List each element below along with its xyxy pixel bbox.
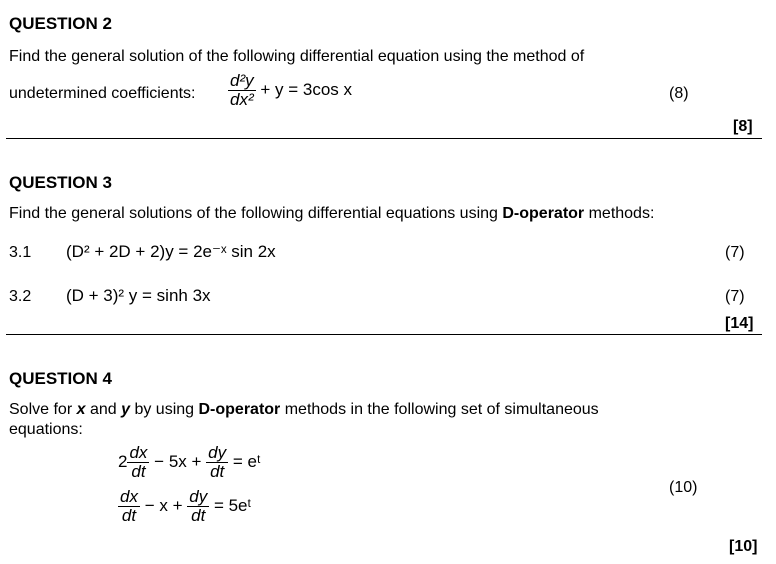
question-3-heading: QUESTION 3 xyxy=(9,173,112,192)
fraction-numerator: dx xyxy=(120,487,138,506)
intro-bold: D-operator xyxy=(198,401,281,418)
fraction-denominator: dx² xyxy=(230,90,254,109)
question-3-1-equation: (D² + 2D + 2)y = 2e⁻ˣ sin 2x xyxy=(66,242,276,261)
section-divider xyxy=(6,334,762,335)
question-3-2-equation: (D + 3)² y = sinh 3x xyxy=(66,286,211,305)
question-4-mark: (10) xyxy=(669,479,698,496)
simultaneous-equation-1 xyxy=(118,444,261,481)
intro-text: and xyxy=(85,401,122,418)
question-2-mark: (8) xyxy=(669,85,689,102)
equation-rhs: = eᵗ xyxy=(232,451,261,471)
question-2-text-line2: undetermined coefficients: xyxy=(9,85,196,102)
derivative-fraction xyxy=(127,444,149,481)
variable-x: x xyxy=(76,401,86,418)
question-2-text-line1: Find the general solution of the following differential equation using the method of xyxy=(9,48,585,65)
section-divider xyxy=(6,138,762,139)
question-4-total: [10] xyxy=(729,538,758,555)
question-4-intro-line1 xyxy=(9,401,599,419)
intro-text: methods: xyxy=(584,205,655,222)
question-3-1-mark: (7) xyxy=(725,244,745,261)
intro-text: methods in the following set of simultaneous xyxy=(280,401,599,418)
second-derivative-fraction xyxy=(228,72,256,109)
fraction-denominator: dt xyxy=(131,462,146,481)
question-2-heading: QUESTION 2 xyxy=(9,14,112,33)
equation-rhs: = 5eᵗ xyxy=(213,495,252,515)
coefficient: 2 xyxy=(118,451,128,471)
fraction-numerator: dy xyxy=(208,443,227,462)
fraction-numerator: dy xyxy=(189,487,208,506)
fraction-numerator: dx xyxy=(129,443,148,462)
equation-rest: + y = 3cos x xyxy=(260,79,353,99)
variable-y: y xyxy=(121,401,130,418)
intro-text: Solve for xyxy=(9,401,77,418)
equation-middle: − x + xyxy=(144,495,183,515)
fraction-denominator: dt xyxy=(210,462,225,481)
derivative-fraction xyxy=(118,488,140,525)
simultaneous-equation-2 xyxy=(118,488,251,525)
intro-bold: D-operator xyxy=(502,205,585,222)
question-3-2-number: 3.2 xyxy=(9,288,32,305)
derivative-fraction xyxy=(206,444,228,481)
question-3-1-number: 3.1 xyxy=(9,244,32,261)
intro-text: Find the general solutions of the following differential equations using xyxy=(9,205,503,222)
question-4-intro-line2: equations: xyxy=(9,421,83,438)
equation-middle: − 5x + xyxy=(154,451,202,471)
fraction-denominator: dt xyxy=(191,506,206,525)
question-3-2-mark: (7) xyxy=(725,288,745,305)
question-3-intro xyxy=(9,205,654,223)
question-2-total: [8] xyxy=(733,118,753,135)
question-4-heading: QUESTION 4 xyxy=(9,369,112,388)
derivative-fraction xyxy=(187,488,209,525)
question-3-total: [14] xyxy=(725,315,754,332)
fraction-denominator: dt xyxy=(121,506,137,525)
question-2-equation xyxy=(228,72,352,109)
fraction-numerator: d²y xyxy=(230,71,254,90)
intro-text: by using xyxy=(130,401,199,418)
